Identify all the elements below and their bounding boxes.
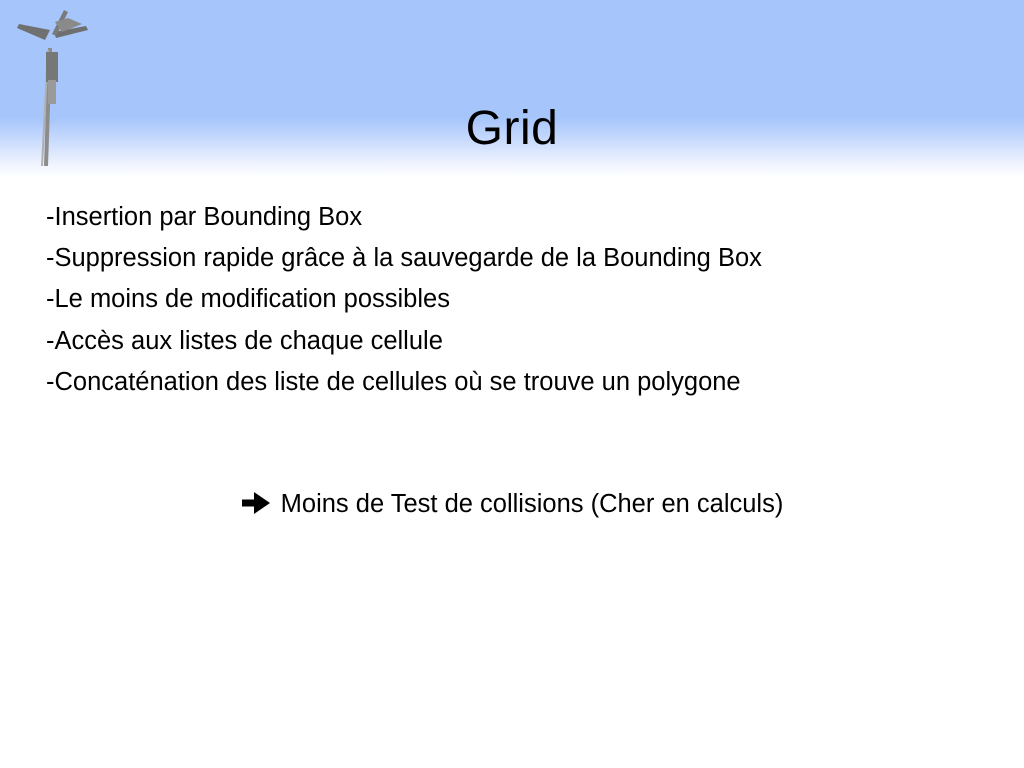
bullet-item: -Suppression rapide grâce à la sauvegarde de la Bounding Box [46, 244, 762, 273]
conclusion-text: Moins de Test de collisions (Cher en calculs) [280, 490, 784, 518]
bullet-list [46, 197, 1006, 403]
bullet-item: -Accès aux listes de chaque cellule [46, 326, 443, 355]
bullet-item: -Insertion par Bounding Box [46, 203, 363, 231]
bullet-item: -Concaténation des liste de cellules où se trouve un polygone [46, 367, 741, 396]
slide-title: Grid [465, 102, 559, 156]
bullet-item: -Le moins de modification possibles [46, 285, 450, 314]
right-arrow-icon [241, 492, 271, 514]
conclusion-line [0, 483, 1024, 525]
